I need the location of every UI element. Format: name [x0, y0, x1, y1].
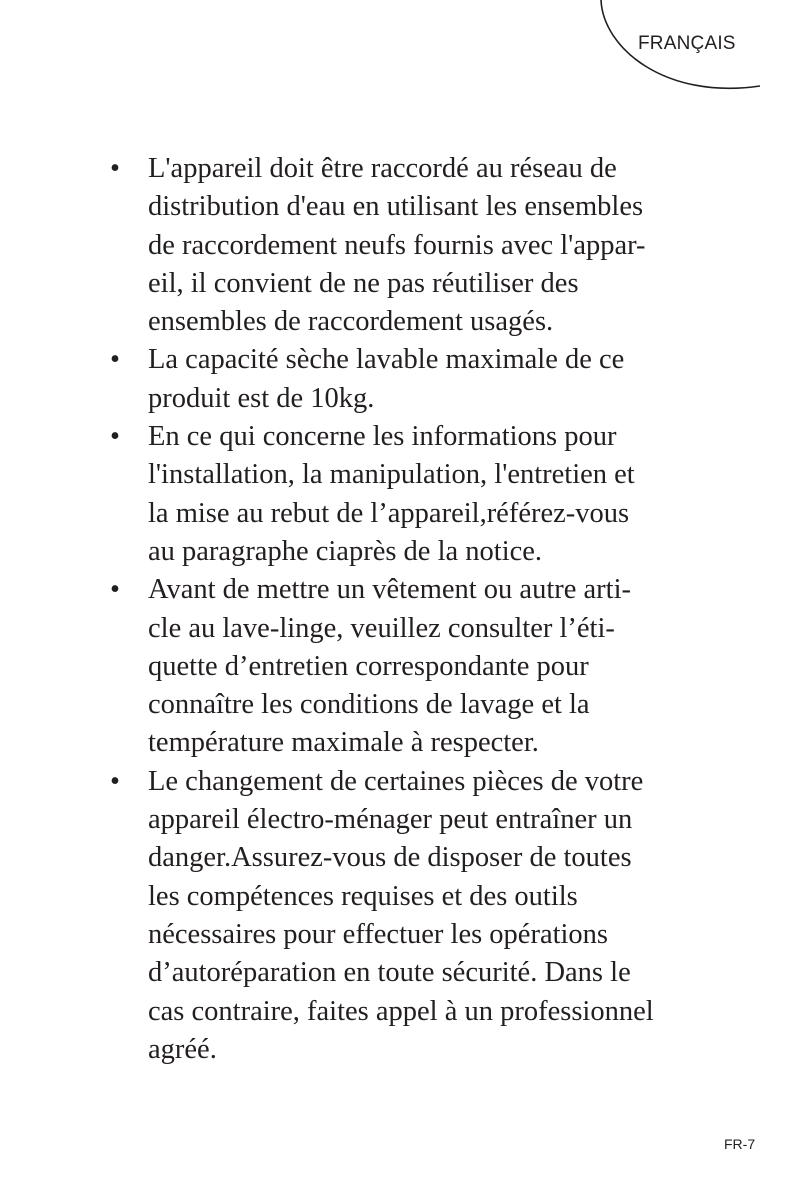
- item-line: l'installation, la manipulation, l'entretien et: [148, 459, 635, 491]
- instructions-list: [108, 150, 738, 1069]
- item-line: quette d’entretien correspondante pour: [148, 650, 589, 682]
- list-item: [108, 341, 738, 418]
- item-line: En ce qui concerne les informations pour: [148, 421, 617, 453]
- item-line: d’autoréparation en toute sécurité. Dans le: [148, 957, 631, 989]
- item-line: appareil électro-ménager peut entraîner un: [148, 804, 633, 836]
- item-line: Le changement de certaines pièces de votre: [148, 765, 644, 797]
- item-line: de raccordement neufs fournis avec l'appar-: [148, 229, 646, 261]
- item-line: ensembles de raccordement usagés.: [148, 306, 554, 338]
- item-line: température maximale à respecter.: [148, 727, 539, 759]
- bullet-icon: •: [110, 344, 120, 376]
- page-number: FR-7: [724, 1136, 756, 1152]
- bullet-icon: •: [110, 765, 120, 797]
- bullet-icon: •: [110, 153, 120, 184]
- item-line: au paragraphe ciaprès de la notice.: [148, 535, 543, 567]
- language-tab-curve: [0, 0, 794, 110]
- item-line: cle au lave-linge, veuillez consulter l’éti-: [148, 612, 615, 644]
- language-label: FRANÇAIS: [638, 33, 736, 54]
- item-line: La capacité sèche lavable maximale de ce: [148, 344, 625, 376]
- item-line: connaître les conditions de lavage et la: [148, 689, 590, 721]
- list-item: [108, 763, 738, 1069]
- item-line: nécessaires pour effectuer les opérations: [148, 918, 609, 950]
- bullet-icon: •: [110, 574, 120, 606]
- list-item: [108, 150, 738, 341]
- list-item: [108, 571, 738, 762]
- list-item: [108, 418, 738, 571]
- item-line: cas contraire, faites appel à un professionnel: [148, 995, 654, 1027]
- bullet-icon: •: [110, 421, 120, 453]
- item-line: distribution d'eau en utilisant les ensembles: [148, 191, 644, 223]
- item-line: danger.Assurez-vous de disposer de toutes: [148, 842, 632, 874]
- item-line: produit est de 10kg.: [148, 382, 375, 414]
- item-line: la mise au rebut de l’appareil,référez-vous: [148, 497, 630, 529]
- item-line: agréé.: [148, 1033, 217, 1065]
- item-line: les compétences requises et des outils: [148, 880, 578, 912]
- item-line: Avant de mettre un vêtement ou autre arti-: [148, 574, 631, 606]
- item-line: eil, il convient de ne pas réutiliser des: [148, 267, 579, 299]
- item-line: L'appareil doit être raccordé au réseau de: [148, 153, 617, 184]
